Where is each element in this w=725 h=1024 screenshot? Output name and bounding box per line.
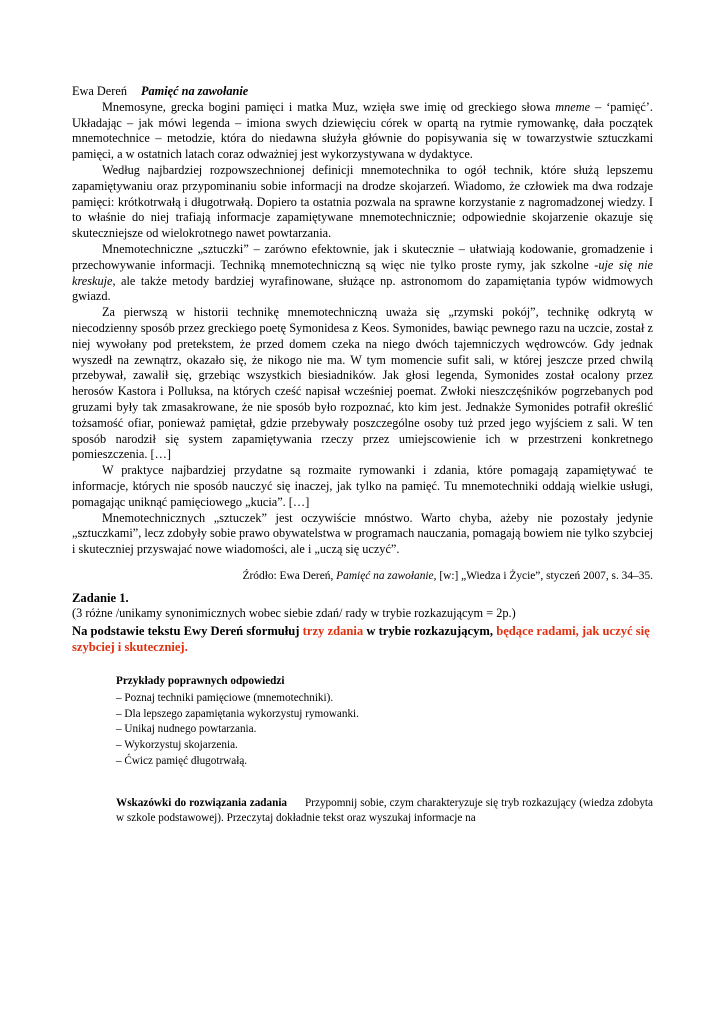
paragraph-3 (72, 242, 653, 305)
instruction-highlight: będące radami, jak uczyć się szybciej i skuteczniej. (72, 623, 650, 655)
task-instruction (72, 623, 653, 656)
hints-block (116, 796, 653, 826)
task-points-note: (3 różne /unikamy synonimicznych wobec siebie zdań/ rady w trybie rozkazującym = 2p.) (72, 605, 516, 620)
text-run: Mnemotechnicznych „sztuczek” jest oczywiście mnóstwo. Warto chyba, ażeby nie pozostały jedynie „sztuczkami”, lecz zdobyły sobie prawo obywatelstwa w programach nauczania, pomagają bowiem nie tylko szybciej i skuteczniej przyswajać nowe wiadomości, ale i „uczą się uczyć”. (72, 510, 653, 557)
author-name: Ewa Dereń (72, 84, 127, 98)
text-run: , ale także metody bardziej wyrafinowane, służące np. astronomom do zapamiętania typów widmowych gwiazd. (72, 273, 653, 304)
answer-item: – Unikaj nudnego powtarzania. (116, 723, 257, 736)
text-run: Mnemotechniczne „sztuczki” – zarówno efektownie, jak i skutecznie – ułatwiają kodowanie, gromadzenie i przechowywanie informacji. Techniką mnemotechniczną są więc nie tylko proste rymy, jak szkolne (72, 241, 653, 272)
paragraph-1 (72, 100, 653, 163)
paragraph-5 (72, 463, 653, 510)
work-title: Pamięć na zawołanie (140, 84, 249, 98)
paragraph-4 (72, 305, 653, 463)
hints-text: Przypomnij sobie, czym charakteryzuje się tryb rozkazujący (wiedza zdobyta w szkole podstawowej). Przeczytaj dokładnie tekst oraz wyszukaj informacje na (116, 797, 654, 825)
text-run: Za pierwszą w historii technikę mnemotechniczną uważa się „rzymski pokój”, technikę odkrytą w niecodzienny sposób przez greckiego poetę Symonidesa z Keos. Symonides, bawiąc pewnego razu na uczcie, został z niej wywołany pod pretekstem, że przed domem czeka na niego dwóch tajemniczych wędrowców. Gdy jednak wyszedł na zewnątrz, okazało się, że nikogo nie ma. W tym momencie sufit sali, w której jeszcze przed chwilą przebywał, zawalił się, grzebiąc wszystkich biesiadników. Jak głosi legenda, Symonides został ocalony przez herosów Kastora i Polluksa, na których cześć napisał wcześniej poemat. Zwłoki nieszczęśników pogrzebanych pod gruzami były tak zmasakrowane, że nie sposób było rozpoznać, kto kim jest. Jednakże Symonides potrafił określić tożsamość ofiar, ponieważ pamiętał, gdzie przebywały poszczególne osoby tuż przed jego wyjściem z sali. W ten sposób narodził się system zapamiętywania rzeczy przez umiejscowienie ich w przestrzeni konkretnego pomieszczenia. […] (72, 305, 653, 462)
text-run: – ‘pamięć’. Układając – jak mówi legenda – imiona swych dziewięciu córek w opartą na rytmie rymowankę, dała początek mnemotechnice – metodzie, która do niedawna służyła głównie do popisywania się w towarzystwie sztuczkami pamięci, a w ostatnich latach coraz odważniej jest wykorzystywana w dydaktyce. (72, 99, 653, 162)
text-run: Mnemosyne, grecka bogini pamięci i matka Muz, wzięła swe imię od greckiego słowa (102, 99, 556, 114)
paragraph-6 (72, 511, 653, 558)
answer-item: – Poznaj techniki pamięciowe (mnemotechniki). (116, 691, 334, 704)
italic-run: mneme (555, 99, 591, 114)
text-run: W praktyce najbardziej przydatne są rozmaite rymowanki i zdania, które pomagają zapamiętywać te informacje, których nie sposób nauczyć się inaczej, jak tylko na pamięć. Tu mnemotechniki oddają wielkie usługi, pomagając uniknąć pamięciowego „kucia”. […] (72, 463, 653, 509)
instruction-highlight: trzy zdania (302, 623, 364, 638)
hints-heading: Wskazówki do rozwiązania zadania (116, 797, 288, 810)
answer-item: – Dla lepszego zapamiętania wykorzystuj rymowanki. (116, 707, 359, 720)
sample-answers-block (116, 674, 653, 770)
answer-item: – Ćwicz pamięć długotrwałą. (116, 755, 248, 768)
instruction-text: w trybie rozkazującym, (363, 623, 497, 638)
sample-answers-list (116, 691, 653, 771)
text-run: Według najbardziej rozpowszechnionej definicji mnemotechnika to ogół technik, które służą lepszemu zapamiętywaniu oraz przypominaniu sobie informacji na drodze skojarzeń. Wiadomo, że człowiek ma dwa rodzaje pamięci: krótkotrwałą i długotrwałą. Dopiero ta ostatnia pozwala na sprawne korzystanie z nagromadzonej wiedzy. I to właśnie do niej trafiają informacje zapamiętywane mnemotechnicznie; odpowiednie skojarzenie okazuje się skuteczniejsze od wielokrotnego nawet powtarzania. (72, 162, 653, 241)
answer-item: – Wykorzystuj skojarzenia. (116, 739, 238, 752)
document-body (72, 84, 653, 827)
instruction-text: Na podstawie tekstu Ewy Dereń sformułuj (72, 623, 303, 638)
paragraph-2 (72, 163, 653, 242)
document-heading (72, 84, 653, 100)
italic-run: -uje się nie kreskuje (72, 257, 653, 288)
task-number: Zadanie 1. (72, 590, 129, 605)
source-citation (72, 569, 653, 584)
source-suffix: , [w:] „Wiedza i Życie”, styczeń 2007, s. 34–35. (433, 569, 653, 582)
source-prefix: Źródło: Ewa Dereń, (242, 569, 337, 582)
source-title: Pamięć na zawołanie (336, 569, 434, 582)
sample-answers-heading: Przykłady poprawnych odpowiedzi (116, 674, 285, 687)
